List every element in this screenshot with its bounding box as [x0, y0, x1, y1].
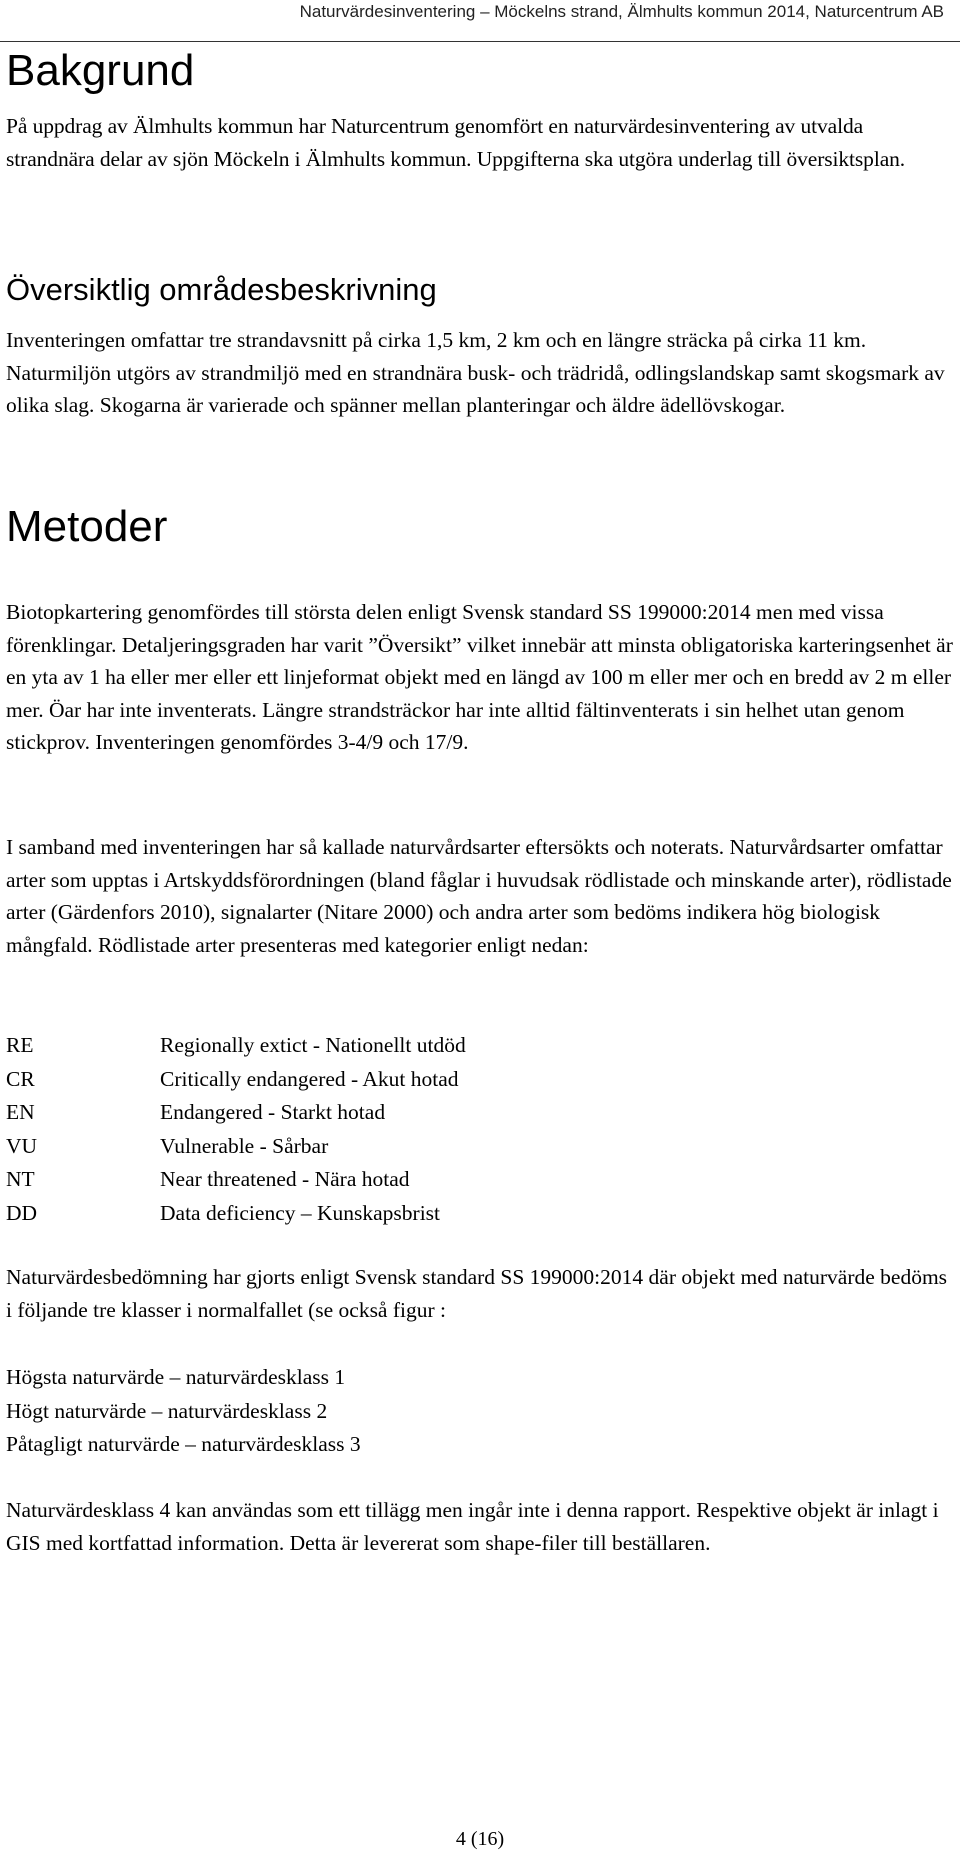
- class-item: Högt naturvärde – naturvärdesklass 2: [6, 1398, 328, 1423]
- redlist-desc: Critically endangered - Akut hotad: [160, 1066, 459, 1091]
- redlist-desc: Near threatened - Nära hotad: [160, 1167, 410, 1191]
- heading-oversiktlig: Översiktlig områdesbeskrivning: [6, 272, 437, 307]
- header-divider: [0, 41, 960, 42]
- paragraph-metoder-1: Biotopkartering genomfördes till största delen enligt Svensk standard SS 199000:2014 men med vissa förenklingar. Detaljeringsgraden har varit ”Översikt” vilket innebär att minsta obligatoriska karteringsenhet är en yta av 1 ha eller mer eller ett linjeformat objekt med en längd av 100 m eller mer och en bredd av 2 m eller mer. Öar har inte inventerats. Längre strandsträckor har inte alltid fältinventerats i sin helhet utan genom stickprov. Inventeringen genomfördes 3-4/9 och 17/9.: [6, 600, 953, 754]
- class-item: Högsta naturvärde – naturvärdesklass 1: [6, 1365, 346, 1389]
- paragraph-bakgrund: På uppdrag av Älmhults kommun har Naturcentrum genomfört en naturvärdesinventering av utvalda strandnära delar av sjön Möckeln i Älmhults kommun. Uppgifterna ska utgöra underlag till översiktsplan.: [6, 114, 906, 171]
- redlist-desc: Data deficiency – Kunskapsbrist: [160, 1200, 441, 1225]
- redlist-desc: Regionally extict - Nationellt utdöd: [160, 1033, 466, 1057]
- redlist-code: RE: [6, 1033, 34, 1057]
- paragraph-metoder-3: Naturvärdesbedömning har gjorts enligt Svensk standard SS 199000:2014 där objekt med naturvärde bedöms i följande tre klasser i normalfallet (se också figur :: [6, 1265, 948, 1322]
- redlist-categories: [6, 1029, 466, 1230]
- paragraph-metoder-2: I samband med inventeringen har så kallade naturvårdsarter eftersökts och noterats. Naturvårdsarter omfattar arter som upptas i Artskyddsförordningen (bland fåglar i huvudsak rödlistade och minskande arter), rödlistade arter (Gärdenfors 2010), signalarter (Nitare 2000) och andra arter som bedöms indikera hög biologisk mångfald. Rödlistade arter presenteras med kategorier enligt nedan:: [6, 835, 952, 957]
- redlist-code: CR: [6, 1066, 35, 1091]
- redlist-desc: Vulnerable - Sårbar: [160, 1133, 329, 1158]
- page-number: 4 (16): [455, 1828, 505, 1850]
- redlist-row: [6, 1197, 466, 1231]
- redlist-code: DD: [6, 1200, 38, 1225]
- heading-bakgrund: Bakgrund: [6, 46, 195, 95]
- redlist-code: NT: [6, 1167, 35, 1191]
- redlist-row: [6, 1163, 466, 1197]
- class-item: Påtagligt naturvärde – naturvärdesklass 3: [6, 1432, 361, 1456]
- redlist-row: [6, 1130, 466, 1164]
- redlist-code: VU: [6, 1133, 38, 1158]
- naturvarde-classes: [6, 1361, 361, 1462]
- redlist-desc: Endangered - Starkt hotad: [160, 1100, 386, 1124]
- redlist-row: [6, 1063, 466, 1097]
- running-header: Naturvärdesinventering – Möckelns strand, Älmhults kommun 2014, Naturcentrum AB: [299, 2, 944, 21]
- paragraph-oversiktlig: Inventeringen omfattar tre strandavsnitt på cirka 1,5 km, 2 km och en längre sträcka på cirka 11 km. Naturmiljön utgörs av strandmiljö med en strandnära busk- och trädridå, odlingslandskap samt skogsmark av olika slag. Skogarna är varierade och spänner mellan planteringar och äldre ädellövskogar.: [6, 328, 945, 417]
- redlist-code: EN: [6, 1100, 35, 1124]
- redlist-row: [6, 1096, 466, 1130]
- paragraph-metoder-4: Naturvärdesklass 4 kan användas som ett tillägg men ingår inte i denna rapport. Respektive objekt är inlagt i GIS med kortfattad information. Detta är levererat som shape-filer till beställaren.: [6, 1498, 939, 1555]
- heading-metoder: Metoder: [6, 502, 168, 551]
- redlist-row: [6, 1029, 466, 1063]
